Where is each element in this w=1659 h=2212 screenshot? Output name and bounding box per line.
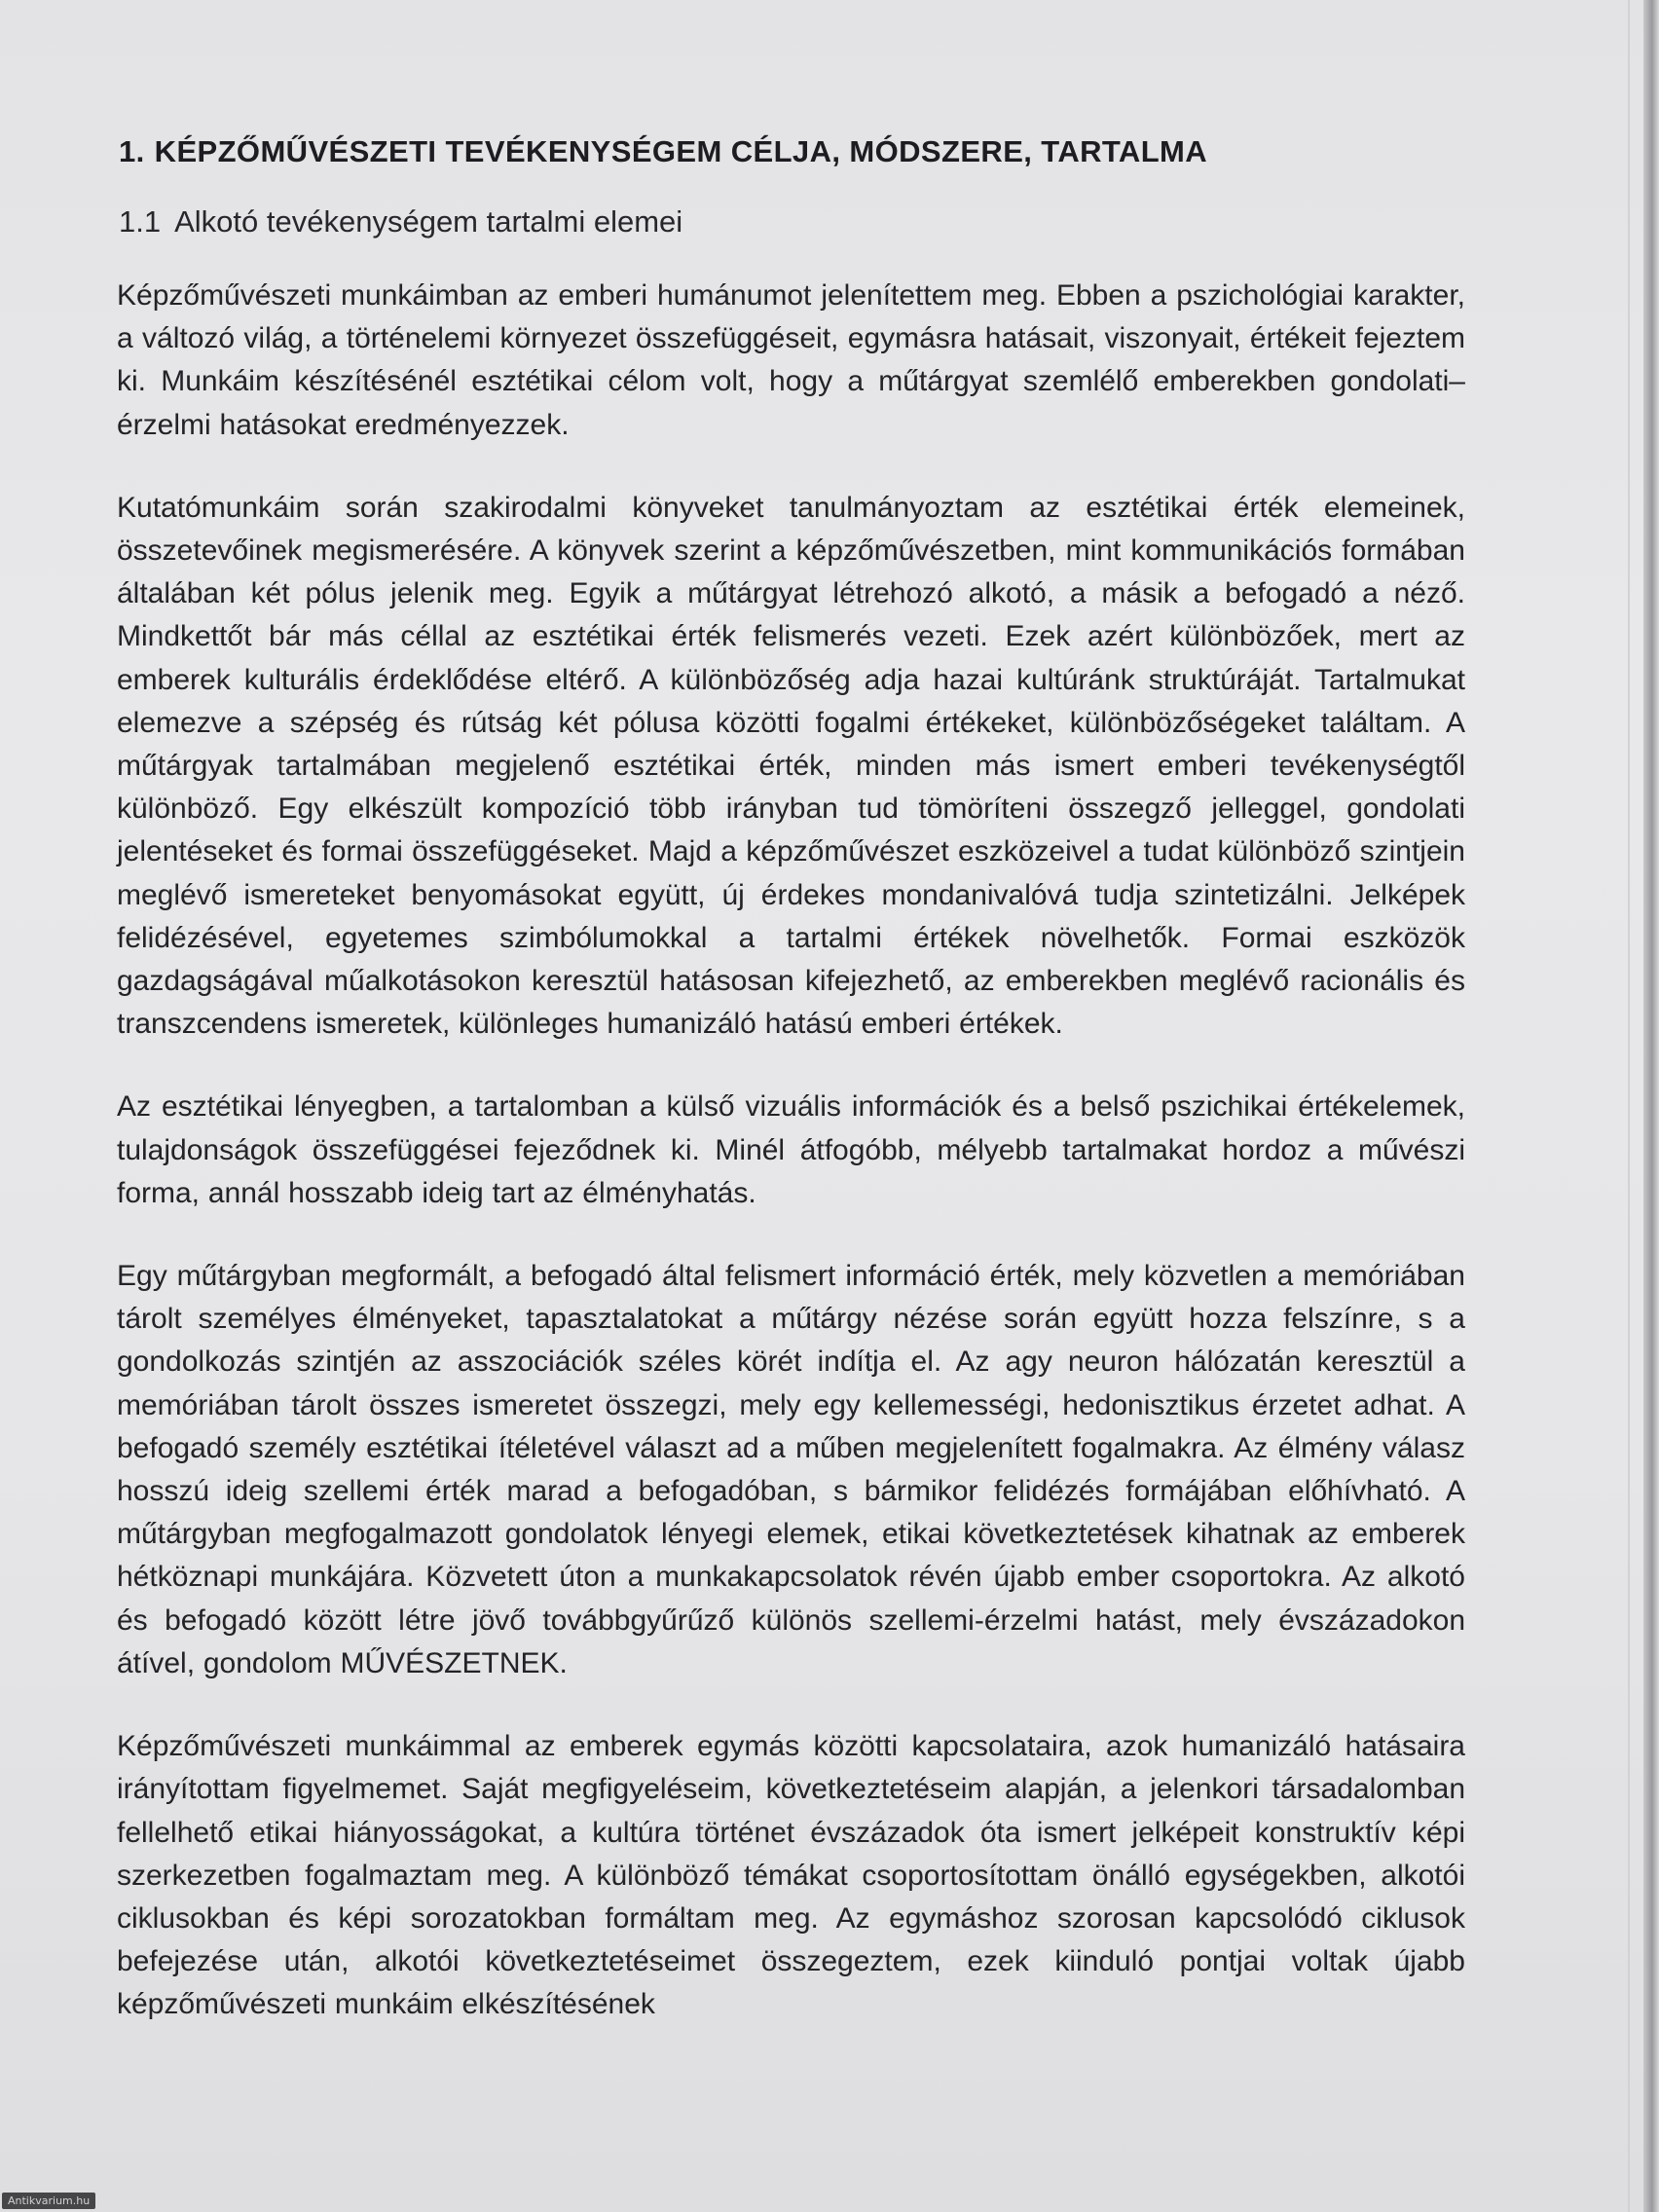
section-heading bbox=[119, 204, 1465, 240]
paragraph-5: Képzőművészeti munkáimmal az emberek egymás közötti kapcsolataira, azok humanizáló hatásaira irányítottam figyelmemet. Saját megfigyeléseim, következtetéseim alapján, a jelenkori társadalomban fellelhető etikai hiányosságokat, a kultúra történet évszázadok óta ismert jelképeit konstruktív képi szerkezetben fogalmaztam meg. A különböző témákat csoportosítottam önálló egységekben, alkotói ciklusokban és képi sorozatokban formáltam meg. Az egymáshoz szorosan kapcsolódó ciklusok befejezése után, alkotói következtetéseimet összegeztem, ezek kiinduló pontjai voltak újabb képzőművészeti munkáim elkészítésének bbox=[117, 1730, 1465, 2021]
chapter-heading bbox=[119, 134, 1465, 169]
paragraph-3: Az esztétikai lényegben, a tartalomban a külső vizuális információk és a belső pszichikai értékelemek, tulajdonságok összefüggései fejeződnek ki. Minél átfogóbb, mélyebb tartalmakat hordoz a művészi forma, annál hosszabb ideig tart az élményhatás. bbox=[117, 1090, 1465, 1209]
chapter-title: KÉPZŐMŰVÉSZETI TEVÉKENYSÉGEM CÉLJA, MÓDSZERE, TARTALMA bbox=[154, 134, 1208, 168]
chapter-number: 1. bbox=[119, 134, 145, 168]
document-body bbox=[117, 134, 1465, 2067]
paragraph-4: Egy műtárgyban megformált, a befogadó által felismert információ érték, mely közvetlen a memóriában tárolt személyes élményeket, tapasztalatokat a műtárgy nézése során együtt hozza felszínre, s a gondolkozás szintjén az asszociációk széles körét indítja el. Az agy neuron hálózatán keresztül a memóriában tárolt összes ismeretet összegzi, mely egy kellemességi, hedonisztikus érzetet adhat. A befogadó személy esztétikai ítéletével választ ad a műben megjelenített fogalmakra. Az élmény válasz hosszú ideig szellemi érték marad a befogadóban, s bármikor felidézés formájában előhívható. A műtárgyban megfogalmazott gondolatok lényegi elemek, etikai következtetések kihatnak az emberek hétköznapi munkájára. Közvetett úton a munkakapcsolatok révén újabb ember csoportokra. Az alkotó és befogadó között létre jövő továbbgyűrűző különös szellemi-érzelmi hatást, mely évszázadokon átível, gondolom MŰVÉSZETNEK. bbox=[117, 1260, 1465, 1679]
section-number: 1.1 bbox=[119, 204, 162, 239]
page-fold-line bbox=[1628, 0, 1630, 2212]
watermark-label: Antikvarium.hu bbox=[2, 2193, 95, 2209]
page-edge bbox=[1643, 0, 1659, 2212]
paragraph-2: Kutatómunkáim során szakirodalmi könyveket tanulmányoztam az esztétikai érték elemeinek, összetevőinek megismerésére. A könyvek szerint a képzőművészetben, mint kommunikációs formában általában két pólus jelenik meg. Egyik a műtárgyat létrehozó alkotó, a másik a befogadó a néző. Mindkettőt bár más céllal az esztétikai érték felismerés vezeti. Ezek azért különbözőek, mert az emberek kulturális érdeklődése eltérő. A különbözőség adja hazai kultúránk struktúráját. Tartalmukat elemezve a szépség és rútság két pólusa közötti fogalmi értékeket, különbözőségeket találtam. A műtárgyak tartalmában megjelenő esztétikai érték, minden más ismert emberi tevékenységtől különböző. Egy elkészült kompozíció több irányban tud tömöríteni összegző jelleggel, gondolati jelentéseket és formai összefüggéseket. Majd a képzőművészet eszközeivel a tudat különböző szintjein meglévő ismereteket benyomásokat együtt, új érdekes mondanivalóvá tudja szintetizálni. Jelképek felidézésével, egyetemes szimbólumokkal a tartalmi értékek növelhetők. Formai eszközök gazdagságával műalkotásokon keresztül hatásosan kifejezhető, az emberekben meglévő racionális és transzcendens ismeretek, különleges humanizáló hatású emberi értékek. bbox=[117, 491, 1465, 1041]
paragraph-1: Képzőművészeti munkáimban az emberi humánumot jelenítettem meg. Ebben a pszichológiai karakter, a változó világ, a történelemi környezet összefüggéseit, egymásra hatásait, viszonyait, értékeit fejeztem ki. Munkáim készítésénél esztétikai célom volt, hogy a műtárgyat szemlélő emberekben gondolati–érzelmi hatásokat eredményezzek. bbox=[117, 279, 1465, 441]
section-title: Alkotó tevékenységem tartalmi elemei bbox=[174, 204, 683, 239]
